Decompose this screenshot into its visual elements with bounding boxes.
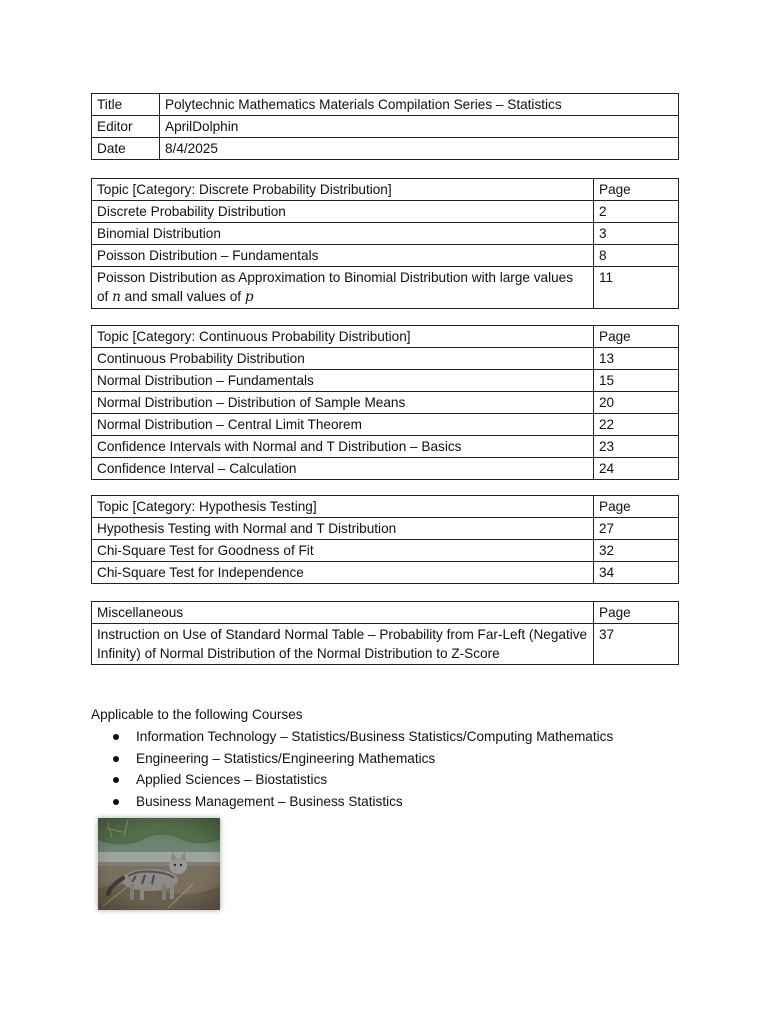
list-item: [91, 726, 711, 748]
bullet-icon: [113, 734, 119, 740]
table-row: [92, 436, 679, 458]
editor-value: AprilDolphin: [160, 116, 679, 138]
page-cell: 22: [594, 414, 679, 436]
courses-heading: Applicable to the following Courses: [91, 707, 303, 722]
topic-cell: Continuous Probability Distribution: [92, 348, 594, 370]
topic-cell: Normal Distribution – Fundamentals: [92, 370, 594, 392]
page-cell: 32: [594, 540, 679, 562]
page-cell: 23: [594, 436, 679, 458]
table-row: [92, 94, 679, 116]
table-row: [92, 370, 679, 392]
page-column-header: Page: [594, 179, 679, 201]
course-text: Engineering – Statistics/Engineering Mathematics: [136, 750, 436, 766]
topic-text: and small values of: [120, 289, 245, 304]
title-value: Polytechnic Mathematics Materials Compilation Series – Statistics: [160, 94, 679, 116]
page-cell: 3: [594, 223, 679, 245]
page-cell: 20: [594, 392, 679, 414]
misc-topics-table: [91, 601, 679, 665]
topic-cell: Binomial Distribution: [92, 223, 594, 245]
page-column-header: Page: [594, 326, 679, 348]
table-row: [92, 138, 679, 160]
list-item: [91, 769, 711, 791]
date-key: Date: [92, 138, 160, 160]
page-cell: 27: [594, 518, 679, 540]
table-row: [92, 201, 679, 223]
page-cell: 11: [594, 267, 679, 309]
bullet-icon: [113, 756, 119, 762]
bullet-icon: [113, 799, 119, 805]
page-cell: 37: [594, 624, 679, 665]
topic-column-header: Topic [Category: Continuous Probability Distribution]: [92, 326, 594, 348]
table-row: [92, 267, 679, 309]
topic-cell: Confidence Interval – Calculation: [92, 458, 594, 480]
topic-column-header: Topic [Category: Hypothesis Testing]: [92, 496, 594, 518]
date-value: 8/4/2025: [160, 138, 679, 160]
page-cell: 24: [594, 458, 679, 480]
table-row: [92, 245, 679, 267]
topic-cell: Chi-Square Test for Goodness of Fit: [92, 540, 594, 562]
page-cell: 15: [594, 370, 679, 392]
table-row: [92, 392, 679, 414]
table-row: [92, 414, 679, 436]
list-item: [91, 791, 711, 813]
topic-cell: Confidence Intervals with Normal and T Distribution – Basics: [92, 436, 594, 458]
table-row: [92, 624, 679, 665]
table-row: [92, 458, 679, 480]
table-row: [92, 518, 679, 540]
applicable-courses: [91, 705, 711, 812]
page-cell: 13: [594, 348, 679, 370]
metadata-table: [91, 93, 679, 160]
table-row: [92, 540, 679, 562]
topic-cell: Hypothesis Testing with Normal and T Distribution: [92, 518, 594, 540]
table-row: [92, 116, 679, 138]
topic-cell: Instruction on Use of Standard Normal Table – Probability from Far-Left (Negative Infinity) of Normal Distribution of the Normal Distribution to Z-Score: [92, 624, 594, 665]
topic-cell: Normal Distribution – Central Limit Theorem: [92, 414, 594, 436]
table-row: [92, 223, 679, 245]
math-variable-n: n: [112, 289, 121, 305]
table-header-row: [92, 602, 679, 624]
table-header-row: [92, 179, 679, 201]
cat-photo: [98, 818, 220, 910]
table-header-row: [92, 496, 679, 518]
bullet-icon: [113, 777, 119, 783]
course-text: Business Management – Business Statistics: [136, 793, 403, 809]
page-column-header: Page: [594, 496, 679, 518]
course-text: Information Technology – Statistics/Business Statistics/Computing Mathematics: [136, 729, 614, 744]
editor-key: Editor: [92, 116, 160, 138]
table-row: [92, 348, 679, 370]
page-cell: 8: [594, 245, 679, 267]
topic-cell: Chi-Square Test for Independence: [92, 562, 594, 584]
topic-cell: Normal Distribution – Distribution of Sample Means: [92, 392, 594, 414]
topic-column-header: Miscellaneous: [92, 602, 594, 624]
math-variable-p: p: [244, 289, 254, 305]
topic-column-header: Topic [Category: Discrete Probability Distribution]: [92, 179, 594, 201]
topic-cell: Poisson Distribution – Fundamentals: [92, 245, 594, 267]
page-cell: 34: [594, 562, 679, 584]
continuous-topics-table: [91, 325, 679, 480]
page-column-header: Page: [594, 602, 679, 624]
table-row: [92, 562, 679, 584]
topic-cell: [92, 267, 594, 309]
table-header-row: [92, 326, 679, 348]
course-text: Applied Sciences – Biostatistics: [136, 772, 328, 787]
topic-cell: Discrete Probability Distribution: [92, 201, 594, 223]
hypothesis-topics-table: [91, 495, 679, 584]
discrete-topics-table: [91, 178, 679, 309]
title-key: Title: [92, 94, 160, 116]
cat-photo-icon: [98, 818, 220, 910]
page-cell: 2: [594, 201, 679, 223]
courses-list: [91, 726, 711, 812]
topic-text: Poisson Distribution as Approximation to Binomial Distribution with large values of: [97, 270, 574, 304]
list-item: [91, 748, 711, 770]
